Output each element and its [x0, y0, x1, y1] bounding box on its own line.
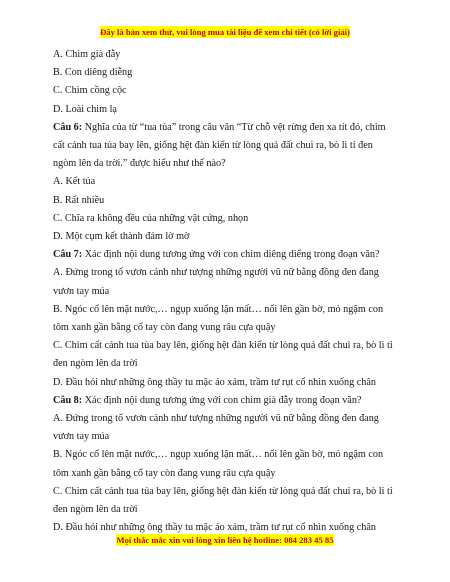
q7-option-c-line-2: đen ngòm lên da trời — [53, 358, 138, 370]
q7-label: Câu 7: — [53, 249, 83, 261]
q5-option-a: A. Chim già đẫy — [53, 49, 121, 60]
document-body — [53, 46, 400, 537]
q7-option-b-line-1: B. Ngóc cổ lên mặt nước,… ngụp xuống lặn mất… nổi lên gần bờ, mỏ ngậm con — [53, 303, 384, 315]
q7-option-c-line-1: C. Chim cất cánh tua tủa bay lên, giống hệt đàn kiến từ lòng quả đất chui ra, bò li ti — [53, 340, 393, 352]
q6-option-c: C. Chĩa ra không đều của những vật cứng, nhọn — [53, 212, 249, 224]
q5-option-b: B. Con diêng diễng — [53, 67, 133, 79]
preview-notice-banner — [0, 27, 450, 37]
q7-option-a-line-2: vươn tay múa — [53, 285, 110, 297]
q6-stem-line-3: ngòm lên da trời.” được hiểu như thế nào? — [53, 158, 226, 170]
q6-stem-line-1 — [53, 119, 400, 137]
q6-option-a: A. Kết tủa — [53, 176, 96, 188]
q7-stem — [53, 246, 400, 264]
q6-stem-text-1: Nghĩa của từ “tua tủa” trong câu văn “Từ chỗ vệt rừng đen xa tít đó, chim — [84, 121, 386, 133]
q6-option-d: D. Một cụm kết thành đám lờ mờ — [53, 231, 190, 243]
q7-option-b-line-2: tôm xanh gần bằng cổ tay còn đang vung râu cựa quậy — [53, 322, 276, 334]
q6-option-b: B. Rất nhiều — [53, 194, 105, 206]
q8-stem-text: Xác định nội dung tương ứng với con chim già đẫy trong đoạn văn? — [84, 394, 362, 406]
q8-stem — [53, 392, 400, 410]
q7-option-d: D. Đầu hói như những ông thầy tu mặc áo xám, trầm tư rụt cổ nhìn xuống chân — [53, 376, 376, 388]
q5-option-c: C. Chim cồng cộc — [53, 85, 127, 97]
q8-option-b-line-1: B. Ngóc cổ lên mặt nước,… ngụp xuống lặn mất… nổi lên gần bờ, mỏ ngậm con — [53, 449, 384, 461]
q6-stem-line-2: cất cánh tua tủa bay lên, giống hệt đàn kiến từ lòng quả đất chui ra, bò li ti đen — [53, 140, 373, 152]
q8-option-a-line-2: vươn tay múa — [53, 431, 110, 443]
q8-option-d: D. Đầu hói như những ông thầy tu mặc áo xám, trầm tư rụt cổ nhìn xuống chân — [53, 522, 376, 534]
q5-option-d: D. Loài chim lạ — [53, 103, 117, 115]
preview-notice-text: Đây là bản xem thử, vui lòng mua tài liệu để xem chi tiết (có lời giải) — [100, 27, 350, 37]
q8-option-c-line-2: đen ngòm lên da trời — [53, 504, 138, 516]
q7-option-a-line-1: A. Đứng trong tổ vươn cánh như tượng những người vũ nữ bằng đồng đen đang — [53, 267, 379, 279]
q8-label: Câu 8: — [53, 394, 83, 406]
q8-option-c-line-1: C. Chim cất cánh tua tủa bay lên, giống hệt đàn kiến từ lòng quả đất chui ra, bò li ti — [53, 485, 393, 497]
q8-option-a-line-1: A. Đứng trong tổ vươn cánh như tượng những người vũ nữ bằng đồng đen đang — [53, 413, 379, 425]
q8-option-b-line-2: tôm xanh gần bằng cổ tay còn đang vung râu cựa quậy — [53, 467, 276, 479]
q6-label: Câu 6: — [53, 121, 83, 133]
hotline-text: Mọi thắc mắc xin vui lòng xin liên hệ hotline: 084 283 45 85 — [116, 535, 334, 545]
q7-stem-text: Xác định nội dung tương ứng với con chim diêng diểng trong đoạn văn? — [84, 249, 380, 261]
hotline-banner — [0, 535, 450, 545]
